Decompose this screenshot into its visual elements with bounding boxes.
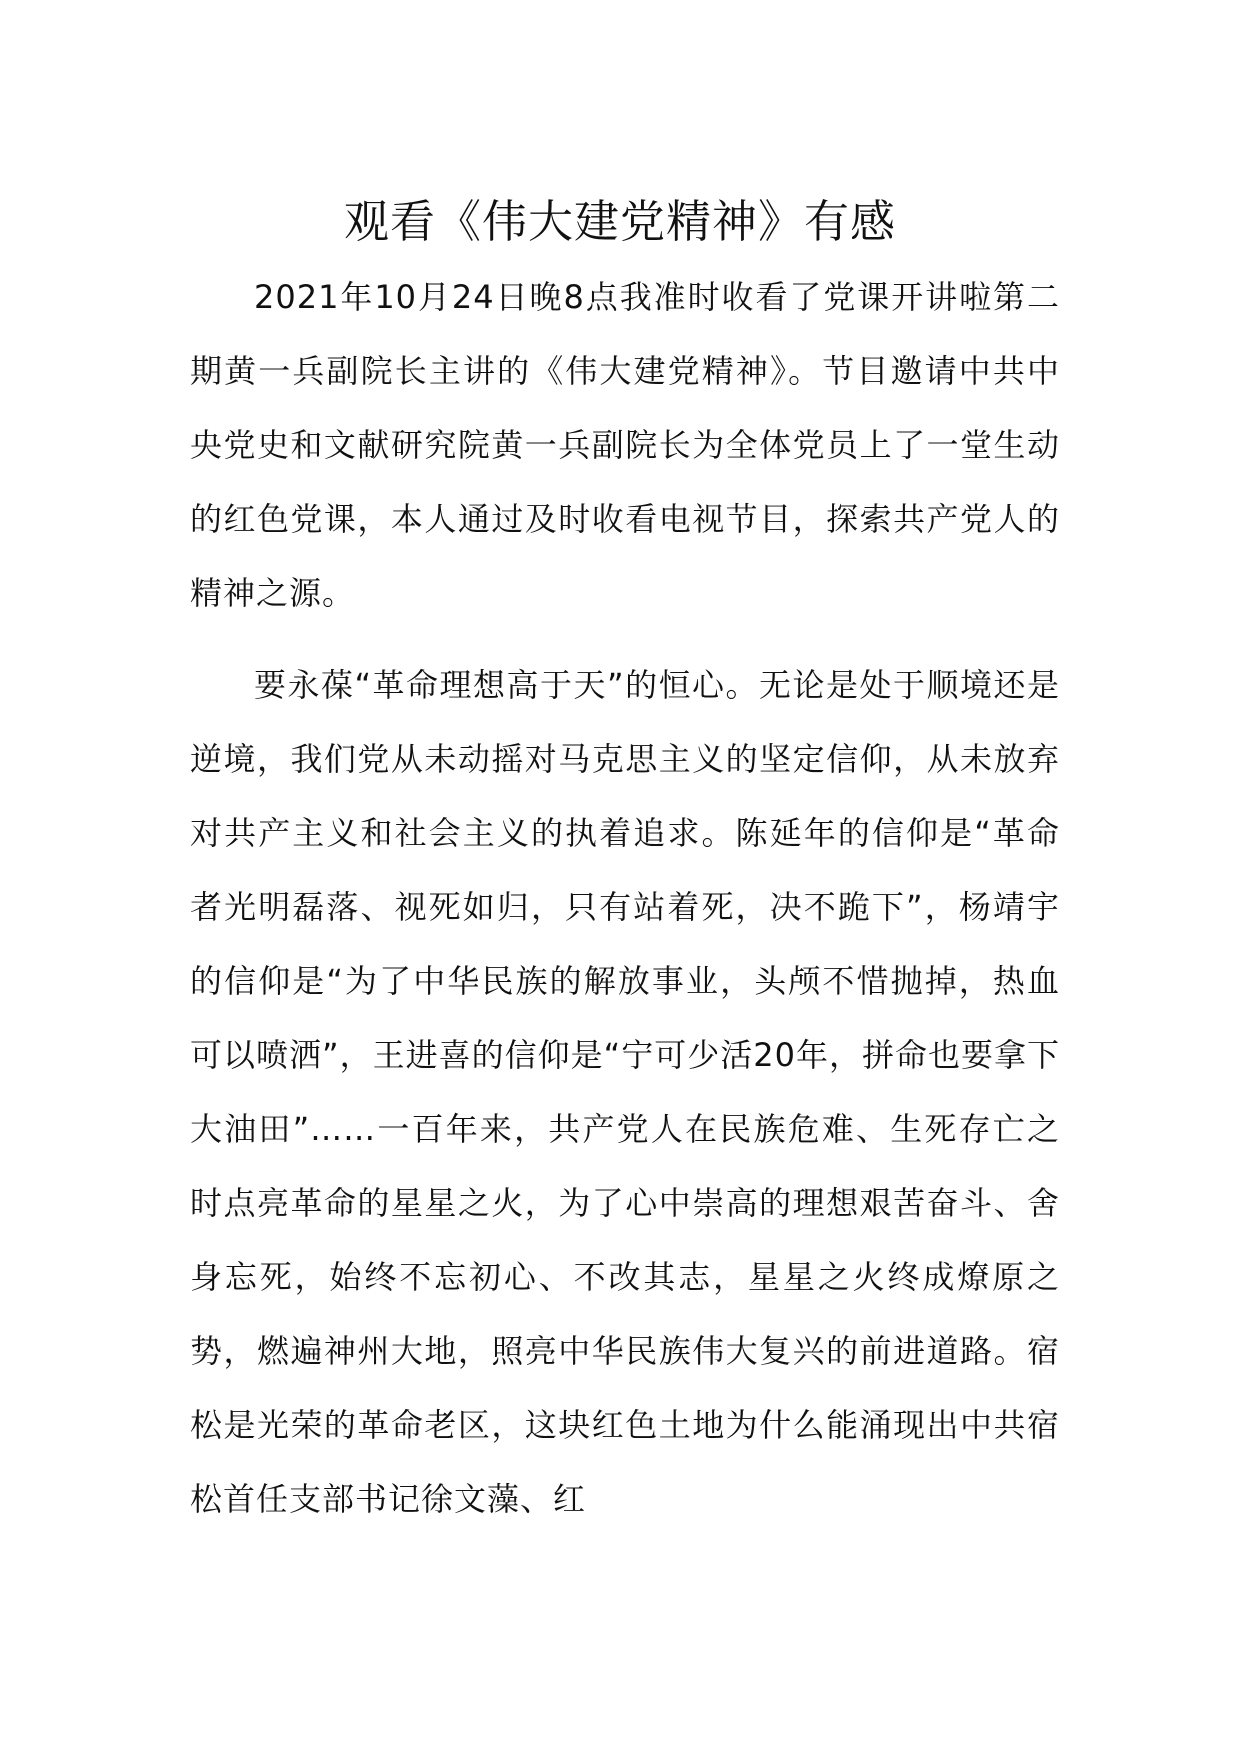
paragraph-1: 2021年10月24日晚8点我准时收看了党课开讲啦第二期黄一兵副院长主讲的《伟大建党精神》。节目邀请中共中央党史和文献研究院黄一兵副院长为全体党员上了一堂生动的红色党课，本人通过及时收看电视节目，探索共产党人的精神之源。	[190, 278, 1060, 612]
document-title: 观看《伟大建党精神》有感	[343, 195, 896, 249]
paragraph-2: 要永葆“革命理想高于天”的恒心。无论是处于顺境还是逆境，我们党从未动摇对马克思主义的坚定信仰，从未放弃对共产主义和社会主义的执着追求。陈延年的信仰是“革命者光明磊落、视死如归，只有站着死，决不跪下”，杨靖宇的信仰是“为了中华民族的解放事业，头颅不惜抛掉，热血可以喷洒”，王进喜的信仰是“宁可少活20年，拼命也要拿下大油田”……一百年来，共产党人在民族危难、生死存亡之时点亮革命的星星之火，为了心中崇高的理想艰苦奋斗、舍身忘死，始终不忘初心、不改其志，星星之火终成燎原之势，燃遍神州大地，照亮中华民族伟大复兴的前进道路。宿松是光荣的革命老区，这块红色土地为什么能涌现出中共宿松首任支部书记徐文藻、红	[190, 666, 1060, 1518]
document-body	[190, 260, 1060, 1536]
